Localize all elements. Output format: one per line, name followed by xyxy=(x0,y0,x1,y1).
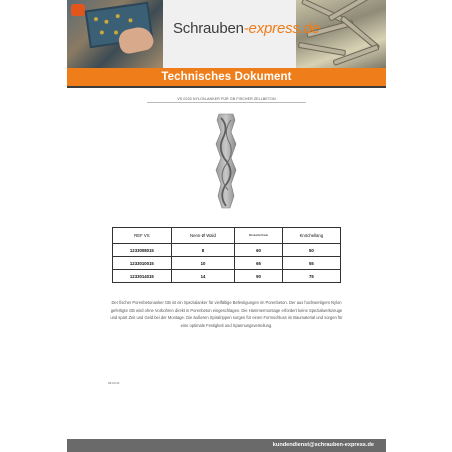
cell-diameter: 14 xyxy=(171,270,234,283)
cell-ref: 1233014015 xyxy=(113,270,172,283)
document-page xyxy=(67,0,386,452)
header xyxy=(67,0,386,68)
footer-bar xyxy=(67,439,386,452)
drill-icon xyxy=(71,4,85,16)
nylon-anchor-icon xyxy=(209,112,243,212)
cell-length: 75 xyxy=(282,270,340,283)
brand-accent-text: -express.de xyxy=(243,20,320,37)
cell-length: 55 xyxy=(282,257,340,270)
table-header-row xyxy=(113,228,341,244)
document-date: 09.03.21 xyxy=(108,381,120,385)
cell-drill-depth: 90 xyxy=(235,270,283,283)
product-description: Der fischer Porenbetonanker GB ist ein Spezialanker für vielfältige Befestigungen im Porenbeton. Der aus hochwertigem Nylon gefertigte GB wird ohne Vorbohren direkt in Porenbeton eingeschlagen. Die Hammermontage erfordert keine Spezialwerkzeuge und spart Zeit und Geld bei der Montage. Die äußeren Spiralrippen sorgen für einen Formschluss im Baumaterial und sorgen für eine optimale Festigkeit und Spannungsverteilung. xyxy=(110,300,343,328)
cell-length: 50 xyxy=(282,244,340,257)
table-row xyxy=(113,270,341,283)
table-row xyxy=(113,244,341,257)
specification-table xyxy=(112,227,341,283)
document-title-banner: Technisches Dokument xyxy=(67,68,386,86)
product-subtitle: VS 0233 NYLON-ANKER FÜR GB FISCHER ZELLBETON xyxy=(177,97,276,101)
support-email-link[interactable]: kundendienst@schrauben-express.de xyxy=(272,442,374,448)
brand-logo xyxy=(173,20,320,37)
brand-main-text: Schrauben xyxy=(173,20,244,37)
banner-divider xyxy=(67,86,386,88)
col-header-length: Knöchellang xyxy=(282,228,340,244)
table-row xyxy=(113,257,341,270)
cell-diameter: 10 xyxy=(171,257,234,270)
cell-ref: 1233008015 xyxy=(113,244,172,257)
cell-diameter: 8 xyxy=(171,244,234,257)
subtitle-underline xyxy=(147,102,306,103)
col-header-drill-depth: Mindestbohrtiefe xyxy=(235,228,283,244)
cell-ref: 1233010015 xyxy=(113,257,172,270)
col-header-ref: REF VS xyxy=(113,228,172,244)
tools-photo xyxy=(67,0,163,68)
col-header-diameter: Nenn-Ø Wald xyxy=(171,228,234,244)
cell-drill-depth: 65 xyxy=(235,257,283,270)
cell-drill-depth: 60 xyxy=(235,244,283,257)
